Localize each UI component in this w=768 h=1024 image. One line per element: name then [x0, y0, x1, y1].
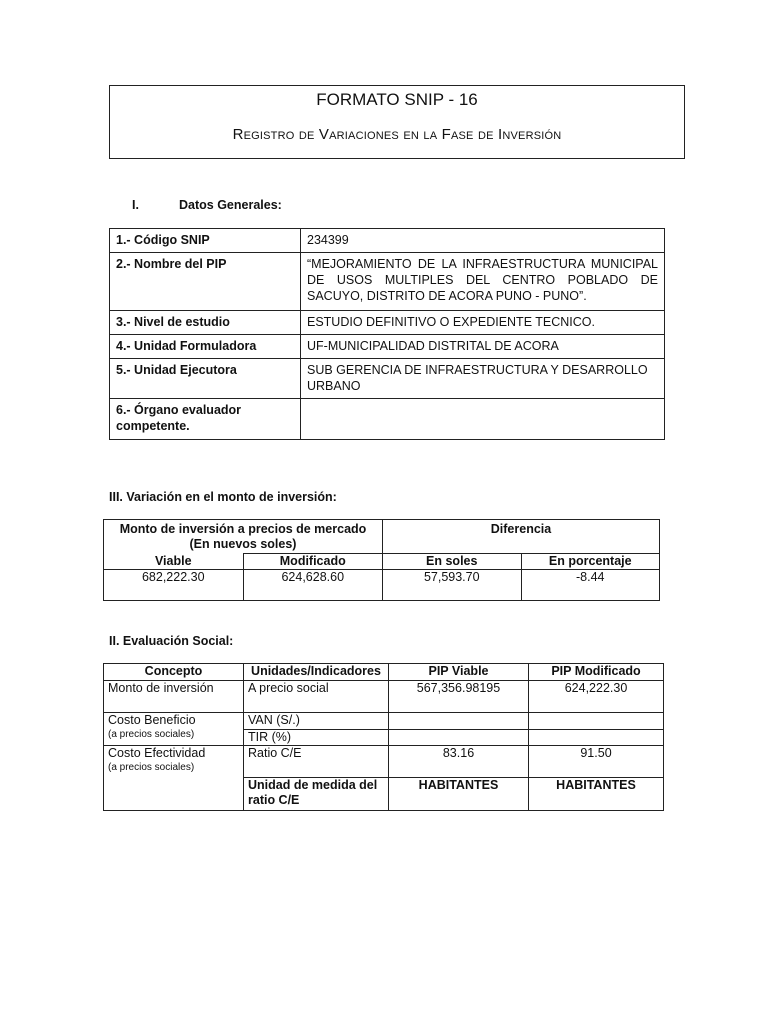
table-row — [104, 554, 660, 570]
table-row — [104, 570, 660, 601]
value-cell: 624,628.60 — [243, 570, 383, 601]
row-value: “MEJORAMIENTO DE LA INFRAESTRUCTURA MUNICIPAL DE USOS MULTIPLES DEL CENTRO POBLADO DE SACUYO, DISTRITO DE ACORA PUNO - PUNO”. — [301, 253, 665, 311]
section2-heading: II. Evaluación Social: — [109, 634, 234, 648]
row-value: SUB GERENCIA DE INFRAESTRUCTURA Y DESARROLLO URBANO — [301, 359, 665, 399]
table-row — [104, 681, 664, 713]
row-label: 3.- Nivel de estudio — [110, 311, 301, 335]
viable-cell: HABITANTES — [389, 778, 529, 811]
table-row — [110, 399, 665, 440]
costo-beneficio-label: Costo Beneficio — [108, 713, 196, 727]
monto-header: Monto de inversión a precios de mercado — [119, 522, 367, 536]
col-header: Viable — [104, 554, 244, 570]
modificado-cell: 624,222.30 — [529, 681, 664, 713]
concepto-cell: Monto de inversión — [104, 681, 244, 713]
datos-generales-table — [109, 228, 665, 440]
viable-cell — [389, 713, 529, 730]
row-value: 234399 — [301, 229, 665, 253]
row-label: 2.- Nombre del PIP — [110, 253, 301, 311]
diferencia-header: Diferencia — [383, 520, 660, 554]
costo-beneficio-note: (a precios sociales) — [108, 729, 195, 740]
table-row — [110, 335, 665, 359]
variacion-table — [103, 519, 660, 601]
row-label: 5.- Unidad Ejecutora — [110, 359, 301, 399]
viable-cell — [389, 730, 529, 746]
concepto-cell — [104, 746, 244, 811]
col-header: Unidades/Indicadores — [244, 664, 389, 681]
section1-number: I. — [132, 198, 139, 212]
col-header: En porcentaje — [521, 554, 660, 570]
title-box — [109, 85, 685, 159]
col-header: Modificado — [243, 554, 383, 570]
monto-subheader: (En nuevos soles) — [189, 537, 297, 551]
modificado-cell: HABITANTES — [529, 778, 664, 811]
form-title: FORMATO SNIP - 16 — [316, 90, 478, 109]
unidad-cell: Ratio C/E — [244, 746, 389, 778]
row-value — [301, 399, 665, 440]
unidad-cell: VAN (S/.) — [244, 713, 389, 730]
costo-efectividad-note: (a precios sociales) — [108, 762, 195, 773]
row-label: 4.- Unidad Formuladora — [110, 335, 301, 359]
section1-heading: Datos Generales: — [179, 198, 282, 212]
costo-efectividad-label: Costo Efectividad — [108, 746, 206, 760]
table-row — [110, 359, 665, 399]
unidad-cell: TIR (%) — [244, 730, 389, 746]
form-subtitle: Registro de Variaciones en la Fase de Inversión — [232, 126, 562, 143]
table-row — [104, 520, 660, 554]
concepto-cell — [104, 713, 244, 746]
viable-cell: 83.16 — [389, 746, 529, 778]
col-header: PIP Viable — [389, 664, 529, 681]
row-value: UF-MUNICIPALIDAD DISTRITAL DE ACORA — [301, 335, 665, 359]
row-label: 1.- Código SNIP — [110, 229, 301, 253]
unidad-cell: Unidad de medida del ratio C/E — [244, 778, 389, 811]
section3-heading: III. Variación en el monto de inversión: — [109, 490, 337, 504]
col-header: Concepto — [104, 664, 244, 681]
value-cell: 57,593.70 — [383, 570, 522, 601]
row-label: 6.- Órgano evaluador competente. — [110, 399, 301, 440]
value-cell: -8.44 — [521, 570, 660, 601]
viable-cell: 567,356.98195 — [389, 681, 529, 713]
table-row — [104, 664, 664, 681]
modificado-cell: 91.50 — [529, 746, 664, 778]
unidad-cell: A precio social — [244, 681, 389, 713]
col-header: En soles — [383, 554, 522, 570]
value-cell: 682,222.30 — [104, 570, 244, 601]
monto-header-cell — [104, 520, 383, 554]
modificado-cell — [529, 730, 664, 746]
table-row — [104, 746, 664, 778]
col-header: PIP Modificado — [529, 664, 664, 681]
modificado-cell — [529, 713, 664, 730]
row-value: ESTUDIO DEFINITIVO O EXPEDIENTE TECNICO. — [301, 311, 665, 335]
table-row — [110, 253, 665, 311]
evaluacion-social-table — [103, 663, 664, 811]
table-row — [104, 713, 664, 730]
table-row — [110, 229, 665, 253]
table-row — [110, 311, 665, 335]
